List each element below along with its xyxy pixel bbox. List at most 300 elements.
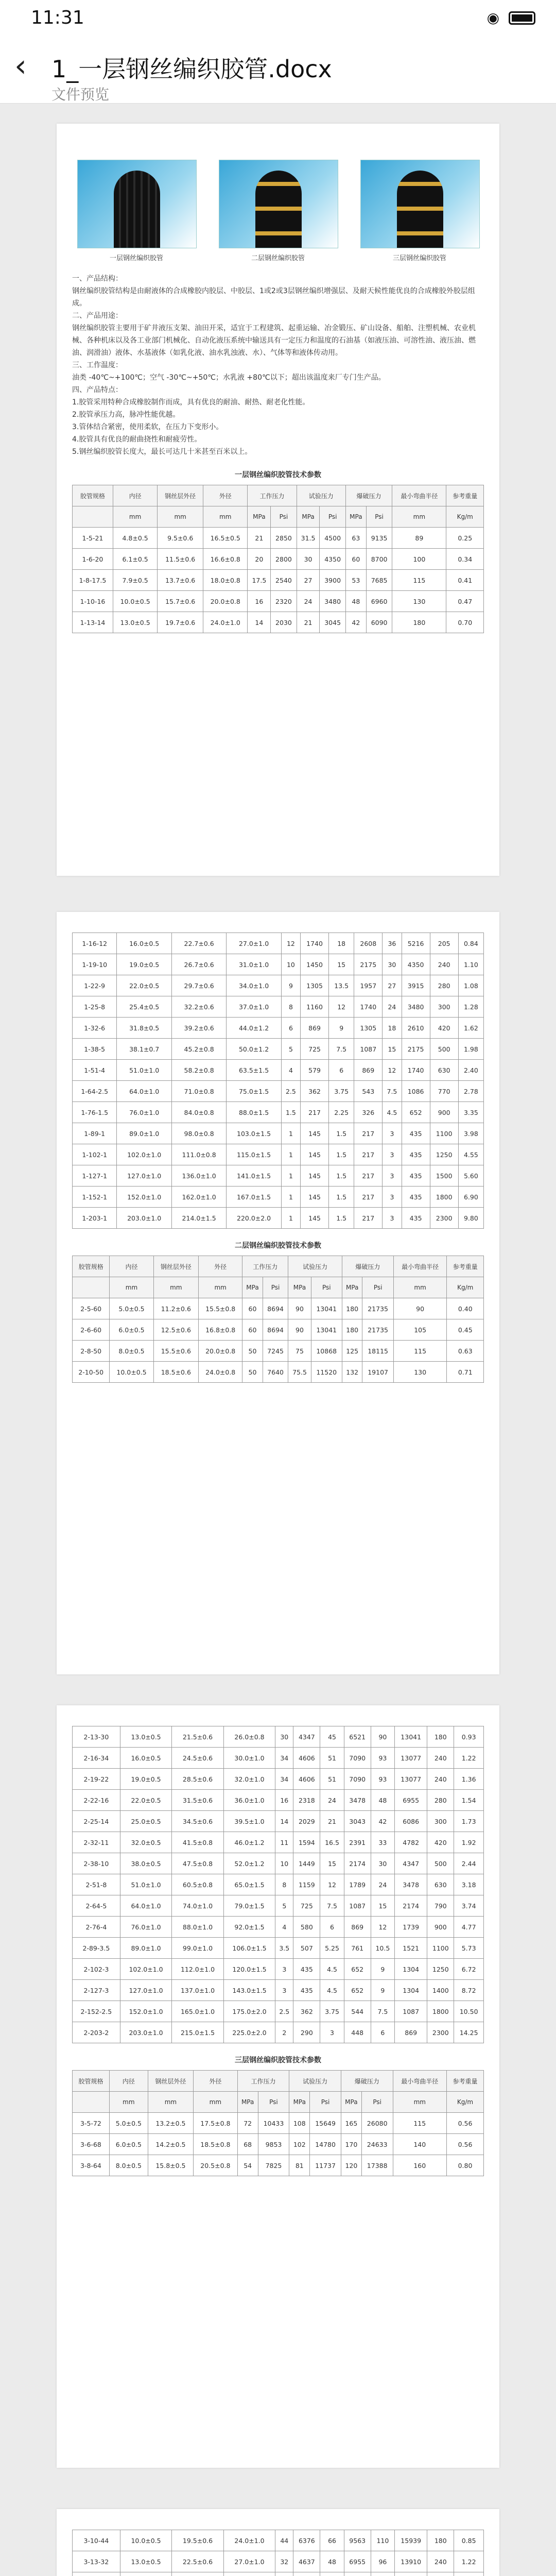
header-bp: 爆破压力: [342, 1256, 393, 1277]
table-cell: 24.5±0.6: [172, 1748, 223, 1769]
table-cell: 34: [275, 1769, 293, 1790]
header-tp: 试验压力: [297, 485, 345, 506]
table-cell: 217: [354, 1123, 383, 1144]
table-cell: 2: [275, 2022, 293, 2043]
table-cell: 6521: [344, 1726, 371, 1748]
table-cell: 18.0±0.8: [203, 570, 248, 591]
paragraph: 4.胶管具有优良的耐曲挠性和耐疲劳性。: [72, 435, 202, 444]
table-cell: 8.72: [454, 1980, 484, 2001]
table-cell: 2.25: [329, 1102, 354, 1123]
table-cell: 32.2±0.6: [171, 996, 226, 1018]
table-cell: 106.0±1.5: [223, 1938, 275, 1959]
table-cell: 0.25: [446, 528, 484, 549]
table-cell: 9135: [366, 528, 392, 549]
table-cell: 1400: [427, 1980, 454, 2001]
table-cell: 2-203-2: [73, 2022, 120, 2043]
paragraph: 二、产品用途：: [72, 312, 123, 320]
table-cell: 500: [430, 1039, 458, 1060]
table-cell: 88.0±1.0: [172, 1917, 223, 1938]
table-cell: 2608: [354, 933, 383, 954]
table-cell: 220.0±2.0: [227, 1208, 281, 1229]
table-cell: 22.0±0.5: [117, 975, 171, 996]
table-cell: 7245: [263, 1341, 288, 1362]
table-cell: 2-89-3.5: [73, 1938, 120, 1959]
table-cell: 725: [293, 1895, 320, 1917]
paragraph: 2.胶管承压力高，脉冲性能优越。: [72, 411, 180, 419]
header-outer: 外径: [199, 1256, 242, 1277]
chevron-left-icon[interactable]: ‹: [14, 48, 27, 84]
hose-photo: [219, 160, 338, 248]
table-cell: 1.5: [329, 1187, 354, 1208]
table-cell: 180: [427, 2530, 454, 2551]
table-cell: 76.0±1.0: [117, 1102, 171, 1123]
table-cell: 1-64-2.5: [73, 1081, 117, 1102]
header-outer: 外径: [194, 2071, 238, 2092]
table-cell: 16.5: [320, 1832, 344, 1853]
table-cell: 579: [301, 1060, 329, 1081]
table-cell: 6: [281, 1018, 300, 1039]
table-cell: 3478: [344, 1790, 371, 1811]
table-cell: 19.7±0.6: [158, 612, 203, 633]
header-unit: Kg/m: [447, 1277, 484, 1298]
table-cell: 3.18: [454, 1874, 484, 1895]
paragraph: 5.钢丝编织胶管长度大，最长可达几十米甚至百米以上。: [72, 448, 252, 456]
table-cell: 36: [383, 933, 402, 954]
table-cell: 22.7±0.6: [171, 933, 226, 954]
table-cell: 1.5: [329, 1144, 354, 1165]
table-cell: 203.0±1.0: [120, 2022, 171, 2043]
paragraph: 钢丝编织胶管主要用于矿井液压支架、油田开采，适宜于工程建筑、起重运输、冶金锻压、矿山设备、船舶、注塑机械、农业机械、各种机床以及各工业部门机械化、自动化液压系统中输送具有一定压力和温度的石油基（如液压油、可溶性油、液压油、燃油、润滑油）液体、水基液体（如乳化液、油水乳浊液、水）、气体等和液体传动用。: [72, 324, 476, 357]
table-cell: 1-5-21: [73, 528, 113, 549]
table-cell: 1.36: [454, 1769, 484, 1790]
table-cell: 0.80: [447, 2155, 484, 2176]
table-cell: 300: [427, 1811, 454, 1832]
table-cell: 30: [275, 1726, 293, 1748]
table-cell: 2-152-2.5: [73, 2001, 120, 2022]
table-cell: 630: [430, 1060, 458, 1081]
table-header: [73, 2071, 484, 2113]
paragraph: 一、产品结构：: [72, 275, 123, 283]
table-cell: 15.5±0.8: [199, 1298, 242, 1319]
header-bp: 爆破压力: [345, 485, 392, 506]
header-unit: Psi: [310, 2092, 341, 2113]
header-spec: 胶管规格: [73, 2071, 110, 2092]
table-cell: 19.5±0.6: [172, 2530, 223, 2551]
table-row: [73, 1959, 484, 1980]
table-cell: [172, 2572, 223, 2576]
table-cell: 761: [344, 1938, 371, 1959]
wifi-icon: ◉: [486, 9, 499, 26]
table-cell: 18.5±0.6: [153, 1362, 199, 1383]
table-cell: 41.5±0.8: [172, 1832, 223, 1853]
table-cell: 13.0±0.5: [120, 2551, 171, 2572]
table-cell: 3900: [320, 570, 345, 591]
table-cell: 448: [344, 2022, 371, 2043]
table-cell: 8694: [263, 1319, 288, 1341]
header-spec: 胶管规格: [73, 1256, 110, 1277]
table-cell: 3045: [320, 612, 345, 633]
table-cell: 19.0±0.5: [120, 1769, 171, 1790]
table-cell: 2-102-3: [73, 1959, 120, 1980]
header-unit: MPa: [248, 506, 271, 528]
table-row: [73, 996, 484, 1018]
table-cell: 1.08: [458, 975, 483, 996]
table-cell: 1: [281, 1123, 300, 1144]
table-cell: 44.0±1.2: [227, 1018, 281, 1039]
table-cell: 10.5: [371, 1938, 394, 1959]
table-cell: 2320: [271, 591, 297, 612]
table-cell: 8: [281, 996, 300, 1018]
table-cell: 2-76-4: [73, 1917, 120, 1938]
table-cell: 1.73: [454, 1811, 484, 1832]
table-cell: 300: [430, 996, 458, 1018]
table-cell: 1304: [395, 1980, 427, 2001]
table-cell: 140: [393, 2134, 446, 2155]
table-cell: 16: [275, 1790, 293, 1811]
table-cell: 99.0±1.0: [172, 1938, 223, 1959]
table-cell: 71.0±0.8: [171, 1081, 226, 1102]
header-row: [73, 1256, 484, 1277]
table-cell: 1-38-5: [73, 1039, 117, 1060]
table-cell: [223, 2572, 275, 2576]
table-cell: 20.0±0.8: [199, 1341, 242, 1362]
table-cell: 2-10-50: [73, 1362, 110, 1383]
table-cell: 65.0±1.5: [223, 1874, 275, 1895]
table-cell: 75.5: [288, 1362, 311, 1383]
table-cell: 3: [275, 1980, 293, 2001]
table-cell: 2-25-14: [73, 1811, 120, 1832]
table-cell: 6955: [344, 2551, 371, 2572]
table-cell: 9.80: [458, 1208, 483, 1229]
table-cell: 4: [275, 1917, 293, 1938]
table-cell: 280: [430, 975, 458, 996]
table-cell: 9.5±0.6: [158, 528, 203, 549]
table-cell: 102: [289, 2134, 310, 2155]
table-cell: 93: [371, 1769, 394, 1790]
table-cell: 214.0±1.5: [171, 1208, 226, 1229]
header-unit: [73, 2092, 110, 2113]
table-cell: 652: [344, 1980, 371, 2001]
image-caption: 三层钢丝编织胶管: [392, 255, 446, 262]
table-cell: 15: [383, 1039, 402, 1060]
table-cell: 1500: [430, 1165, 458, 1187]
table-cell: 24.0±1.0: [223, 2530, 275, 2551]
table-cell: 10868: [311, 1341, 342, 1362]
table-row: [73, 2113, 484, 2134]
table-cell: 63.5±1.5: [227, 1060, 281, 1081]
header-unit: mm: [393, 1277, 447, 1298]
table-cell: 4: [281, 1060, 300, 1081]
table-cell: 1957: [354, 975, 383, 996]
table-cell: 9853: [258, 2134, 289, 2155]
table-cell: 1740: [402, 1060, 430, 1081]
table-cell: 18.5±0.8: [194, 2134, 238, 2155]
table-cell: [427, 2572, 454, 2576]
table-cell: 2610: [402, 1018, 430, 1039]
table-cell: 115: [393, 1341, 447, 1362]
table-cell: 0.40: [447, 1298, 484, 1319]
header-tp: 试验压力: [288, 1256, 342, 1277]
table-cell: 15: [371, 1895, 394, 1917]
table-cell: 7.9±0.5: [113, 570, 157, 591]
table-row: [73, 2134, 484, 2155]
header-unit: MPa: [289, 2092, 310, 2113]
table-cell: 30.0±1.0: [223, 1748, 275, 1769]
table-cell: 1160: [301, 996, 329, 1018]
table-cell: 30: [383, 954, 402, 975]
table-cell: 1-51-4: [73, 1060, 117, 1081]
table-cell: 15.5±0.6: [153, 1341, 199, 1362]
table-cell: 34: [275, 1748, 293, 1769]
document-title: 1_一层钢丝编织胶管.docx: [51, 55, 332, 83]
table-cell: 27.0±1.0: [227, 933, 281, 954]
table-cell: 1-32-6: [73, 1018, 117, 1039]
table-cell: 1305: [301, 975, 329, 996]
table-cell: 435: [402, 1165, 430, 1187]
table-cell: 72: [237, 2113, 258, 2134]
table-cell: 60: [242, 1298, 263, 1319]
table-cell: 13910: [395, 2551, 427, 2572]
table-cell: 1250: [430, 1144, 458, 1165]
table-cell: 900: [430, 1102, 458, 1123]
table-cell: 180: [342, 1319, 362, 1341]
table-cell: 88.0±1.5: [227, 1102, 281, 1123]
table-cell: 81: [289, 2155, 310, 2176]
table-cell: 12: [281, 933, 300, 954]
table-cell: 420: [427, 1832, 454, 1853]
table-cell: 105: [393, 1319, 447, 1341]
table-cell: 111.0±0.8: [171, 1144, 226, 1165]
table-cell: 68: [237, 2134, 258, 2155]
table-cell: 2540: [271, 570, 297, 591]
table-cell: 0.84: [458, 933, 483, 954]
table-cell: 1-6-20: [73, 549, 113, 570]
header-unit: MPa: [345, 506, 366, 528]
paragraph: 四、产品特点：: [72, 386, 123, 394]
table-cell: 6.0±0.5: [109, 2134, 148, 2155]
table-cell: 45.2±0.8: [171, 1039, 226, 1060]
header-row: [73, 485, 484, 506]
table-cell: 8694: [263, 1298, 288, 1319]
table-cell: 205: [430, 933, 458, 954]
table-cell: 2-51-8: [73, 1874, 120, 1895]
table-cell: 11.5±0.6: [158, 549, 203, 570]
table-cell: 2-8-50: [73, 1341, 110, 1362]
table-cell: 240: [427, 1748, 454, 1769]
table-cell: 90: [288, 1298, 311, 1319]
table-row: [73, 1187, 484, 1208]
table-cell: 580: [293, 1917, 320, 1938]
table-row: [73, 2572, 484, 2576]
table-cell: [73, 2572, 120, 2576]
table-cell: 10: [281, 954, 300, 975]
table-cell: 1: [281, 1187, 300, 1208]
table-cell: 6086: [395, 1811, 427, 1832]
table-cell: 17.5±0.8: [194, 2113, 238, 2134]
header-unit: MPa: [288, 1277, 311, 1298]
header-wire: 钢丝层外径: [153, 1256, 199, 1277]
header-bend: 最小弯曲半径: [393, 1256, 447, 1277]
table-cell: 92.0±1.5: [223, 1917, 275, 1938]
table-cell: 18: [329, 933, 354, 954]
table-cell: 4347: [293, 1726, 320, 1748]
table-cell: 167.0±1.5: [227, 1187, 281, 1208]
table-cell: 12: [329, 996, 354, 1018]
table-cell: 19107: [362, 1362, 393, 1383]
table-cell: 3-13-32: [73, 2551, 120, 2572]
table-cell: 3480: [402, 996, 430, 1018]
product-images: [77, 160, 479, 262]
table-cell: 74.0±1.0: [172, 1895, 223, 1917]
table-row: [73, 1790, 484, 1811]
header-unit: mm: [109, 2092, 148, 2113]
header-unit: mm: [392, 506, 446, 528]
table-cell: 3-5-72: [73, 2113, 110, 2134]
table-cell: 420: [430, 1018, 458, 1039]
table-cell: 3.74: [454, 1895, 484, 1917]
table-cell: 16: [248, 591, 271, 612]
header-unit: Kg/m: [446, 506, 484, 528]
header-spec: 胶管规格: [73, 485, 113, 506]
table-cell: 19.0±0.5: [117, 954, 171, 975]
table-cell: 79.0±1.5: [223, 1895, 275, 1917]
table-cell: 217: [354, 1187, 383, 1208]
table-cell: 4.77: [454, 1917, 484, 1938]
table-cell: 145: [301, 1208, 329, 1229]
table-cell: 9: [281, 975, 300, 996]
table-cell: 21.5±0.6: [172, 1726, 223, 1748]
table-cell: 2300: [430, 1208, 458, 1229]
table-cell: 3.35: [458, 1102, 483, 1123]
table-cell: 3: [383, 1144, 402, 1165]
table-cell: 1521: [395, 1938, 427, 1959]
table-cell: 15.8±0.5: [148, 2155, 193, 2176]
table-cell: 112.0±1.0: [172, 1959, 223, 1980]
table-cell: 2174: [344, 1853, 371, 1874]
table-cell: 7090: [344, 1748, 371, 1769]
table-cell: 162.0±1.0: [171, 1187, 226, 1208]
table-cell: 100: [392, 549, 446, 570]
table-row: [73, 1060, 484, 1081]
table-cell: 2-38-10: [73, 1853, 120, 1874]
table-cell: 51.0±1.0: [120, 1874, 171, 1895]
table-cell: 102.0±1.0: [120, 1959, 171, 1980]
table-cell: 13.0±0.5: [120, 1726, 171, 1748]
table-cell: 58.2±0.8: [171, 1060, 226, 1081]
table-cell: 6.1±0.5: [113, 549, 157, 570]
table-cell: 16.8±0.8: [199, 1319, 242, 1341]
table-row: [73, 975, 484, 996]
table-cell: 2-32-11: [73, 1832, 120, 1853]
table-cell: 36.0±1.0: [223, 1790, 275, 1811]
table-cell: 4637: [293, 2551, 320, 2572]
table-cell: 217: [354, 1144, 383, 1165]
paragraph: 3.管体结合紧密，使用柔软，在压力下变形小。: [72, 423, 223, 431]
table-cell: 14.25: [454, 2022, 484, 2043]
document-page-1: [57, 124, 499, 876]
table-row: [73, 2022, 484, 2043]
navigation-bar: [0, 36, 556, 104]
table-cell: 2-13-30: [73, 1726, 120, 1748]
table-cell: [344, 2572, 371, 2576]
table-cell: 1.5: [329, 1208, 354, 1229]
header-wire: 钢丝层外径: [158, 485, 203, 506]
table-cell: 6.90: [458, 1187, 483, 1208]
spec-table: [72, 1256, 484, 1383]
image-caption: 二层钢丝编织胶管: [251, 255, 305, 262]
table-cell: 76.0±1.0: [120, 1917, 171, 1938]
table-cell: 28.5±0.6: [172, 1769, 223, 1790]
table-cell: 75.0±1.5: [227, 1081, 281, 1102]
header-bend: 最小弯曲半径: [392, 485, 446, 506]
table-cell: 16.5±0.5: [203, 528, 248, 549]
table-cell: 26080: [361, 2113, 393, 2134]
table-cell: 10.0±0.5: [110, 1362, 153, 1383]
table-cell: 1.10: [458, 954, 483, 975]
table-row: [73, 1811, 484, 1832]
table-cell: 120.0±1.5: [223, 1959, 275, 1980]
table-cell: 6960: [366, 591, 392, 612]
table-cell: 9563: [344, 2530, 371, 2551]
table-cell: 48: [345, 591, 366, 612]
table-cell: 145: [301, 1123, 329, 1144]
header-unit: Psi: [271, 506, 297, 528]
header-unit: mm: [153, 1277, 199, 1298]
table-cell: 652: [402, 1102, 430, 1123]
table-cell: [293, 2572, 320, 2576]
table-cell: [395, 2572, 427, 2576]
table-cell: 50: [242, 1341, 263, 1362]
table-cell: 1: [281, 1144, 300, 1165]
product-description: [72, 273, 484, 458]
table-cell: 4606: [293, 1769, 320, 1790]
table-cell: 8700: [366, 549, 392, 570]
table-cell: 12: [320, 1874, 344, 1895]
table-row: [73, 1874, 484, 1895]
table-cell: 125: [342, 1341, 362, 1362]
table-cell: 90: [288, 1319, 311, 1341]
table-cell: 240: [430, 954, 458, 975]
table-row: [73, 1319, 484, 1341]
table-row: [73, 2155, 484, 2176]
table-cell: 1.22: [454, 1748, 484, 1769]
table-cell: 2-6-60: [73, 1319, 110, 1341]
table-cell: 2-22-16: [73, 1790, 120, 1811]
table-cell: 38.0±0.5: [120, 1853, 171, 1874]
table-cell: 1594: [293, 1832, 320, 1853]
table-cell: 1-127-1: [73, 1165, 117, 1187]
table-cell: 0.45: [447, 1319, 484, 1341]
table-cell: 103.0±1.5: [227, 1123, 281, 1144]
table-cell: 240: [427, 2551, 454, 2572]
table-cell: 217: [301, 1102, 329, 1123]
table-cell: 20.5±0.8: [194, 2155, 238, 2176]
table-row: [73, 612, 484, 633]
table-cell: 132: [342, 1362, 362, 1383]
table-cell: 2175: [354, 954, 383, 975]
table-cell: 3.75: [329, 1081, 354, 1102]
table-cell: 2300: [427, 2022, 454, 2043]
table-cell: 1159: [293, 1874, 320, 1895]
header-unit: mm: [199, 1277, 242, 1298]
table-cell: 15939: [395, 2530, 427, 2551]
table-cell: 280: [427, 1790, 454, 1811]
table-cell: 435: [402, 1144, 430, 1165]
table-cell: 1250: [427, 1959, 454, 1980]
table-cell: 13077: [395, 1769, 427, 1790]
table-cell: 60: [345, 549, 366, 570]
table-cell: 4.8±0.5: [113, 528, 157, 549]
